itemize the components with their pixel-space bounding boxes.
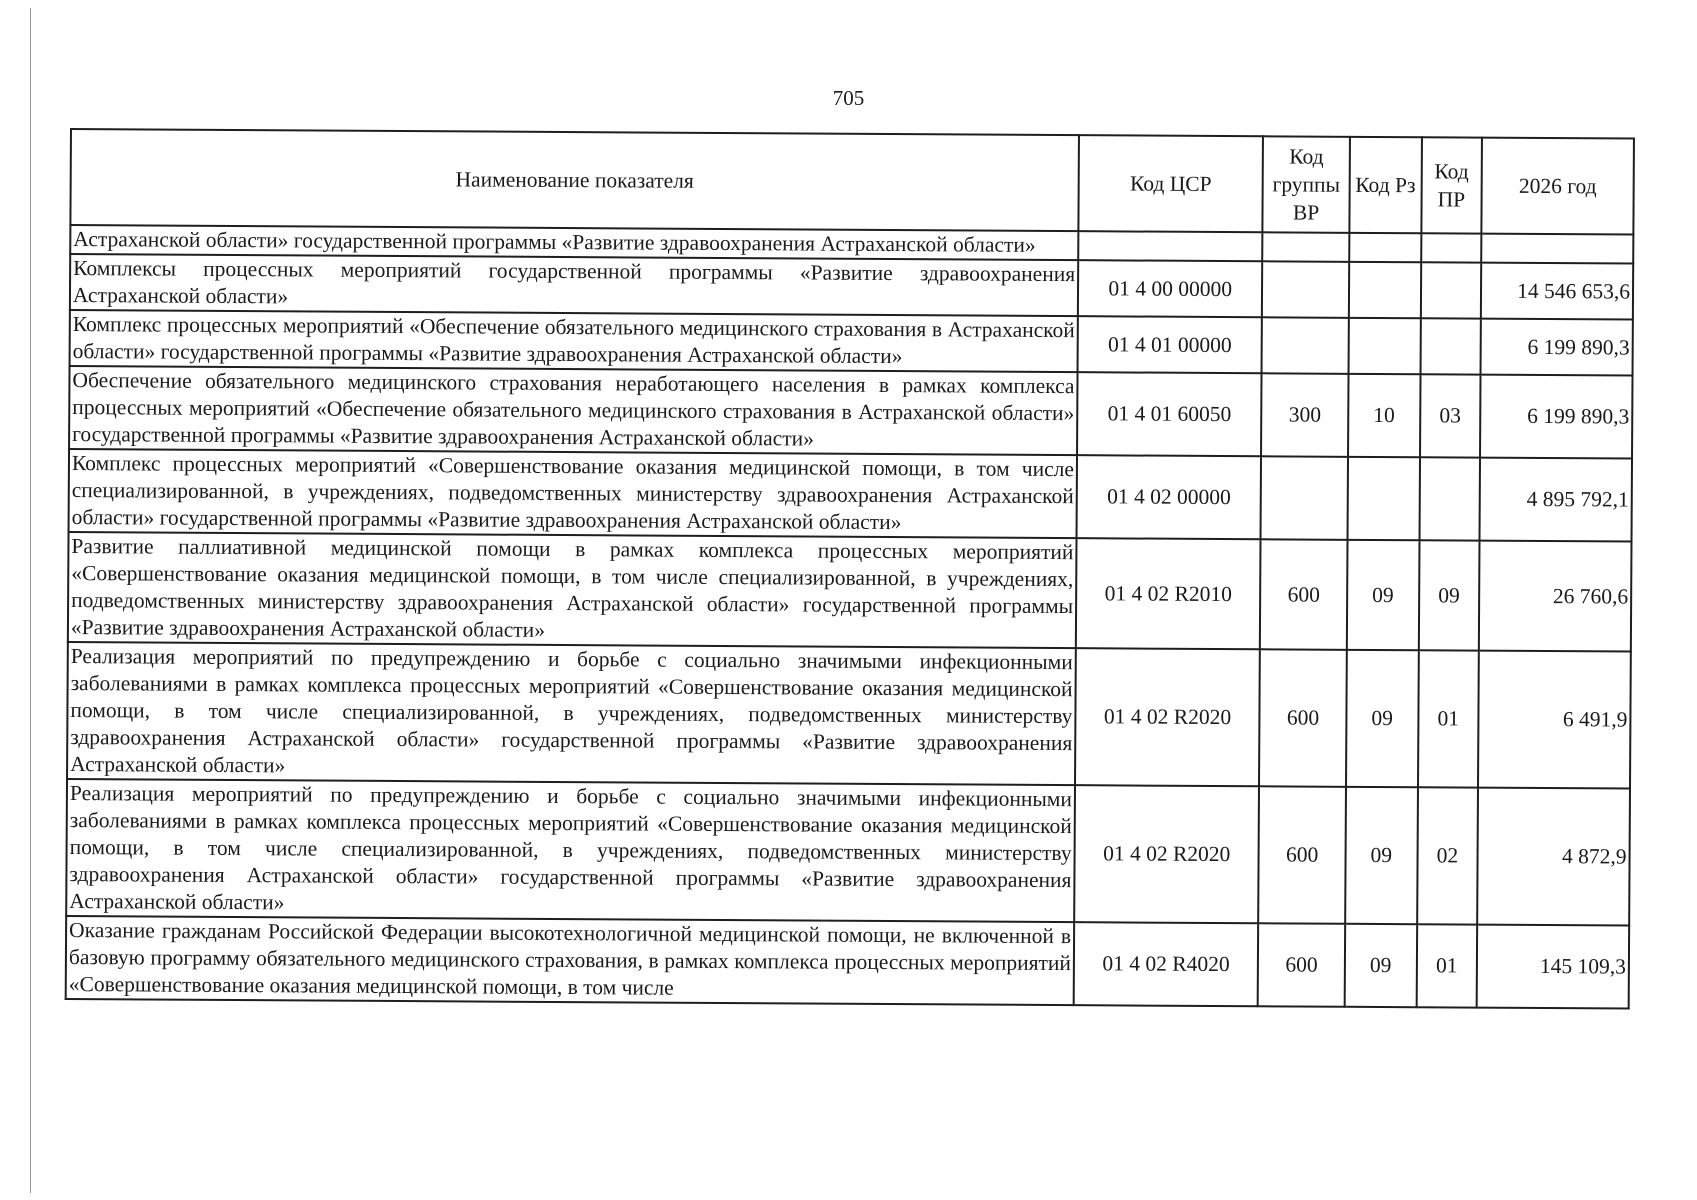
row-amount: 4 872,9 xyxy=(1477,788,1630,926)
row-amount: 6 491,9 xyxy=(1478,651,1631,789)
row-pr xyxy=(1419,457,1480,540)
row-rz xyxy=(1347,457,1419,540)
row-csr xyxy=(1078,231,1262,261)
row-csr: 01 4 01 00000 xyxy=(1078,316,1263,373)
row-vr: 300 xyxy=(1261,373,1348,457)
table-row xyxy=(66,779,1630,926)
margin-rule xyxy=(30,8,31,1193)
row-csr: 01 4 02 R2020 xyxy=(1074,785,1259,923)
row-csr: 01 4 02 00000 xyxy=(1077,455,1262,539)
header-rz: Код Рз xyxy=(1349,137,1421,233)
document-sheet xyxy=(65,128,1635,1010)
table-row xyxy=(69,366,1632,459)
row-rz xyxy=(1349,318,1421,374)
table-row xyxy=(69,449,1632,542)
row-vr xyxy=(1262,232,1349,262)
row-rz xyxy=(1349,262,1421,318)
row-amount: 6 199 890,3 xyxy=(1480,375,1632,459)
row-vr: 600 xyxy=(1260,539,1347,650)
row-pr: 03 xyxy=(1420,374,1481,457)
row-pr xyxy=(1420,318,1481,374)
row-pr: 02 xyxy=(1417,787,1479,924)
row-vr: 600 xyxy=(1259,649,1347,787)
row-vr xyxy=(1262,261,1349,318)
row-name: Обеспечение обязательного медицинского страхования неработающего населения в рамках комплекса процессных мероприятий «Обеспечение обязательного медицинского страхования в Астраханской области» государственной программы «Развитие здравоохранения Астраханской области» xyxy=(69,366,1078,455)
row-vr: 600 xyxy=(1258,923,1345,1007)
row-csr: 01 4 00 00000 xyxy=(1078,260,1263,317)
row-amount: 6 199 890,3 xyxy=(1481,319,1633,376)
row-amount: 145 109,3 xyxy=(1477,925,1629,1009)
row-rz: 10 xyxy=(1348,374,1420,457)
row-pr xyxy=(1420,262,1481,318)
row-csr: 01 4 02 R2010 xyxy=(1076,538,1261,649)
row-amount: 14 546 653,6 xyxy=(1481,263,1633,320)
row-rz: 09 xyxy=(1345,924,1417,1007)
row-pr: 09 xyxy=(1418,540,1479,650)
row-name: Реализация мероприятий по предупреждению и борьбе с социально значимыми инфекционными заболеваниями в рамках комплекса процессных мероприятий «Совершенствование оказания медицинской помощи, в том числе специализированной, в учреждениях, подведомственных министерству здравоохранения Астраханской области» государственной программы «Развитие здравоохранения Астраханской области» xyxy=(66,779,1075,922)
row-vr xyxy=(1262,317,1349,374)
row-rz: 09 xyxy=(1345,787,1417,924)
table-row xyxy=(70,254,1633,320)
row-name: Комплекс процессных мероприятий «Совершенствование оказания медицинской помощи, в том числе специализированной, в учреждениях, подведомственных министерству здравоохранения Астраханской области» государственной программы «Развитие здравоохранения Астраханской области» xyxy=(69,449,1078,538)
row-name: Развитие паллиативной медицинской помощи в рамках комплекса процессных мероприятий «Совершенствование оказания медицинской помощи, в том числе специализированной, в учреждениях, подведомственных министерству здравоохранения Астраханской области» государственной программы «Развитие здравоохранения Астраханской области» xyxy=(68,532,1077,648)
header-name: Наименование показателя xyxy=(70,129,1079,231)
row-pr: 01 xyxy=(1418,650,1480,787)
row-csr: 01 4 02 R4020 xyxy=(1074,922,1259,1006)
header-vr: Код группы ВР xyxy=(1263,136,1350,233)
budget-table xyxy=(65,128,1635,1010)
header-row xyxy=(70,129,1634,235)
row-amount: 26 760,6 xyxy=(1479,541,1631,652)
row-pr xyxy=(1421,233,1482,262)
row-name: Реализация мероприятий по предупреждению и борьбе с социально значимыми инфекционными заболеваниями в рамках комплекса процессных мероприятий «Совершенствование оказания медицинской помощи, в том числе специализированной, в учреждениях, подведомственных министерству здравоохранения Астраханской области» государственной программы «Развитие здравоохранения Астраханской области» xyxy=(67,642,1076,785)
row-csr: 01 4 02 R2020 xyxy=(1075,648,1260,786)
table-row xyxy=(70,310,1633,376)
row-pr: 01 xyxy=(1416,924,1477,1007)
row-name: Оказание гражданам Российской Федерации высокотехнологичной медицинской помощи, не включенной в базовую программу обязательного медицинского страхования, в рамках комплекса процессных мероприятий «Совершенствование оказания медицинской помощи, в том числе xyxy=(66,916,1075,1005)
row-name: Астраханской области» государственной программы «Развитие здравоохранения Астраханской области» xyxy=(70,225,1078,260)
table-row xyxy=(68,532,1632,652)
row-vr: 600 xyxy=(1258,786,1346,924)
table-row xyxy=(66,916,1629,1009)
row-rz: 09 xyxy=(1347,540,1419,650)
page-number: 705 xyxy=(832,86,865,110)
row-amount xyxy=(1481,234,1633,264)
row-vr xyxy=(1261,456,1348,540)
header-csr: Код ЦСР xyxy=(1078,135,1263,232)
row-name: Комплексы процессных мероприятий государственной программы «Развитие здравоохранения Астраханской области» xyxy=(70,254,1078,316)
header-year: 2026 год xyxy=(1482,138,1634,235)
row-name: Комплекс процессных мероприятий «Обеспечение обязательного медицинского страхования в Астраханской области» государственной программы «Развитие здравоохранения Астраханской области» xyxy=(70,310,1078,372)
row-amount: 4 895 792,1 xyxy=(1480,458,1632,542)
header-pr: Код ПР xyxy=(1421,137,1482,233)
row-rz: 09 xyxy=(1346,650,1418,787)
row-rz xyxy=(1349,233,1421,262)
row-csr: 01 4 01 60050 xyxy=(1077,372,1262,456)
table-row xyxy=(67,642,1631,789)
